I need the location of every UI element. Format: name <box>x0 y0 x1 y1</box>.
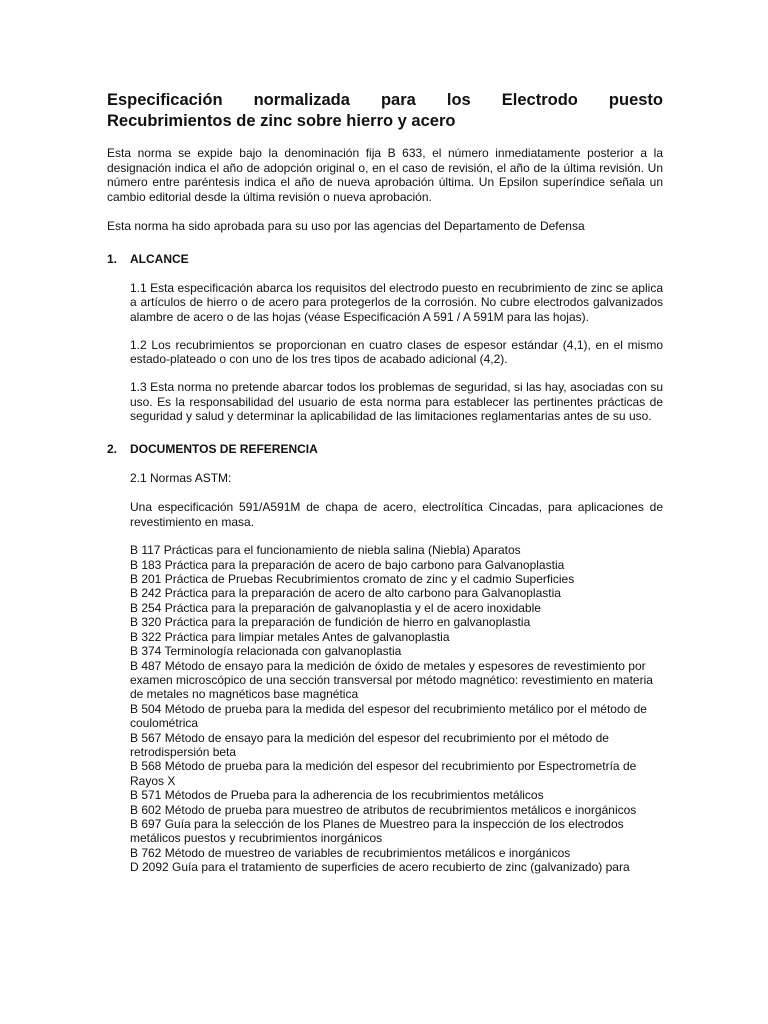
reference-item: B 602 Método de prueba para muestreo de atributos de recubrimientos metálicos e inorgánicos <box>130 802 637 817</box>
reference-item: B 117 Prácticas para el funcionamiento de niebla salina (Niebla) Aparatos <box>130 543 521 558</box>
reference-item: B 322 Práctica para limpiar metales Antes de galvanoplastia <box>130 629 450 644</box>
intro-paragraph: Esta norma se expide bajo la denominación fija B 633, el número inmediatamente posterior a la designación indica el año de adopción original o, en el caso de revisión, el año de la última revisión. Un número entre paréntesis indica el año de nueva aprobación última. Un Epsilon superíndice señala un cambio editorial desde la última revisión o nueva aprobación. <box>107 146 663 205</box>
section-2-number: 2. <box>107 442 118 457</box>
reference-item: B 320 Práctica para la preparación de fundición de hierro en galvanoplastia <box>130 615 531 630</box>
reference-item: B 697 Guía para la selección de los Planes de Muestreo para la inspección de los electrodos metálicos puestos y recubrimientos inorgánicos <box>130 816 624 846</box>
paragraph-1-2: 1.2 Los recubrimientos se proporcionan en cuatro clases de espesor estándar (4,1), en el mismo estado-plateado o con uno de los tres tipos de acabado adicional (4,2). <box>130 337 663 367</box>
reference-item: B 183 Práctica para la preparación de acero de bajo carbono para Galvanoplastia <box>130 557 565 572</box>
reference-item: B 762 Método de muestreo de variables de recubrimientos metálicos e inorgánicos <box>130 845 571 860</box>
reference-item: B 242 Práctica para la preparación de acero de alto carbono para Galvanoplastia <box>130 586 561 601</box>
paragraph-1-1: 1.1 Esta especificación abarca los requisitos del electrodo puesto en recubrimiento de zinc se aplica a artículos de hierro o de acero para protegerlos de la corrosión. No cubre electrodos galvanizados alambre de acero o de las hojas (véase Especificación A 591 / A 591M para las hojas). <box>130 280 663 324</box>
reference-item: B 568 Método de prueba para la medición del espesor del recubrimiento por Espectrometría de Rayos X <box>130 759 637 788</box>
reference-item: B 504 Método de prueba para la medida del espesor del recubrimiento metálico por el método de coulométrica <box>130 701 647 731</box>
title-line-1: Especificación normalizada para los Electrodo puesto <box>107 91 663 109</box>
reference-list <box>130 543 663 874</box>
document-page <box>107 90 663 875</box>
reference-item: D 2092 Guía para el tratamiento de superficies de acero recubierto de zinc (galvanizado) para <box>130 860 630 875</box>
astm-standards-label: 2.1 Normas ASTM: <box>130 471 232 486</box>
reference-item: B 571 Métodos de Prueba para la adherencia de los recubrimientos metálicos <box>130 788 544 803</box>
section-2-title: DOCUMENTOS DE REFERENCIA <box>130 442 318 457</box>
section-2-heading <box>107 442 663 457</box>
section-1-number: 1. <box>107 251 118 266</box>
section-1-heading <box>107 252 663 267</box>
reference-item: B 567 Método de ensayo para la medición del espesor del recubrimiento por el método de retrodispersión beta <box>130 730 609 759</box>
reference-item: B 201 Práctica de Pruebas Recubrimientos cromato de zinc y el cadmio Superficies <box>130 572 575 587</box>
approval-paragraph: Esta norma ha sido aprobada para su uso por las agencias del Departamento de Defensa <box>107 218 585 233</box>
section-1-body <box>130 281 663 425</box>
document-title <box>107 90 663 132</box>
reference-item: B 254 Práctica para la preparación de galvanoplastia y el de acero inoxidable <box>130 600 541 615</box>
reference-item: B 374 Terminología relacionada con galvanoplastia <box>130 644 402 659</box>
paragraph-1-3: 1.3 Esta norma no pretende abarcar todos los problemas de seguridad, si las hay, asociadas con su uso. Es la responsabilidad del usuario de esta norma para establecer las pertinentes prácticas de seguridad y salud y determinar la aplicabilidad de las limitaciones reglamentarias antes de su uso. <box>130 380 663 424</box>
reference-item: B 487 Método de ensayo para la medición de óxido de metales y espesores de revestimiento por examen microscópico de una sección transversal por método magnético: revestimiento en materia de metales no magnéticos base magnética <box>130 658 653 702</box>
main-reference-paragraph: Una especificación 591/A591M de chapa de acero, electrolítica Cincadas, para aplicaciones de revestimiento en masa. <box>130 499 663 529</box>
title-line-2: Recubrimientos de zinc sobre hierro y acero <box>107 112 456 130</box>
section-1-title: ALCANCE <box>130 251 189 266</box>
section-2-body <box>130 471 663 874</box>
